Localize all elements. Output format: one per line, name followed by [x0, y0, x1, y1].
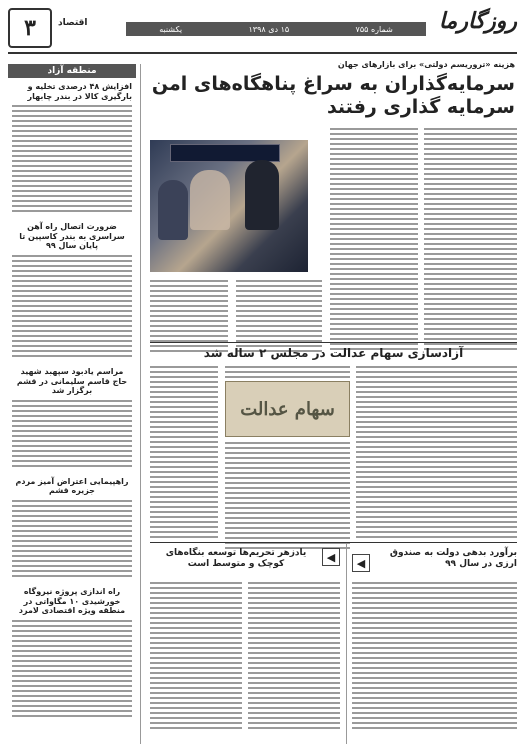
main-body-col-2: [330, 128, 418, 350]
main-headline: سرمایه‌گذاران به سراغ پناهگاه‌های امن سرمایه گذاری رفتند: [151, 73, 515, 118]
sidebar-body-4: [12, 500, 132, 577]
seal-text: سهام عدالت: [240, 398, 335, 420]
main-body-col-1: [424, 128, 517, 350]
bottom-mid-body-2: [150, 582, 242, 729]
issue-number: شماره ۷۵۵: [355, 24, 393, 34]
header-rule: [8, 52, 517, 54]
second-body-col-2a: [225, 366, 350, 378]
section-name: اقتصاد: [58, 18, 88, 28]
sidebar-title: منطقه آزاد: [8, 64, 136, 78]
bottom-right-body: [352, 582, 517, 729]
sidebar-body-2: [12, 255, 132, 357]
second-body-col-1: [356, 366, 517, 538]
sidebar-body-5: [12, 620, 132, 717]
bottom-mid-body-1: [248, 582, 340, 729]
sidebar-headline-3: مراسم یادبود سپهبد شهید حاج قاسم سلیمانی در قشم برگزار شد: [16, 366, 128, 396]
column-divider: [140, 64, 141, 744]
story-divider: [150, 342, 517, 343]
masthead: [8, 8, 517, 48]
second-body-col-3: [150, 366, 218, 538]
sidebar-headline-2: ضرورت اتصال راه آهن سراسری به بندر کاسپین تا پایان سال ۹۹: [19, 222, 125, 251]
bottom-mid-headline: یادزهر تحریم‌ها توسعه بنگاه‌های کوچک و متوسط است: [165, 548, 307, 569]
bottom-story-right: [352, 548, 517, 744]
justice-shares-image: [225, 381, 350, 437]
sidebar-body-3: [12, 400, 132, 467]
photo-person: [158, 180, 188, 240]
date-bar: [126, 22, 426, 36]
page-number: ۳: [8, 8, 52, 48]
bottom-divider: [150, 542, 517, 543]
second-headline: آزادسازی سهام عدالت در مجلس ۲ ساله شد: [203, 346, 464, 360]
bottom-right-headline: برآورد بدهی دولت به صندوق ارزی در سال ۹۹: [389, 548, 517, 569]
sidebar-headline-1: افزایش ۴۸ درصدی تخلیه و بارگیری کالا در بندر چابهار: [27, 82, 132, 101]
sidebar-headline-4: راهپیمایی اعتراض آمیز مردم جزیره قشم: [15, 476, 129, 496]
photo-person: [245, 160, 279, 230]
day: یکشنبه: [159, 24, 183, 34]
date: ۱۵ دی ۱۳۹۸: [248, 24, 290, 34]
bullet-icon: ◀: [352, 554, 370, 572]
sidebar-column: [12, 82, 132, 717]
main-photo: [150, 140, 308, 272]
bullet-icon: ◀: [322, 548, 340, 566]
newspaper-logo: روزگارما: [438, 8, 517, 34]
photo-person: [190, 170, 230, 230]
bottom-story-mid: [150, 548, 340, 744]
second-body-col-2b: [225, 442, 350, 549]
sidebar-headline-5: راه اندازی پروژه نیروگاه خورشیدی ۱۰ مگاواتی در منطقه ویژه اقتصادی لامرد: [18, 586, 126, 616]
bottom-column-divider: [346, 544, 347, 744]
sidebar-body-1: [12, 105, 132, 212]
main-kicker: هزینه «تروریسم دولتی» برای بازارهای جهان: [337, 60, 515, 69]
